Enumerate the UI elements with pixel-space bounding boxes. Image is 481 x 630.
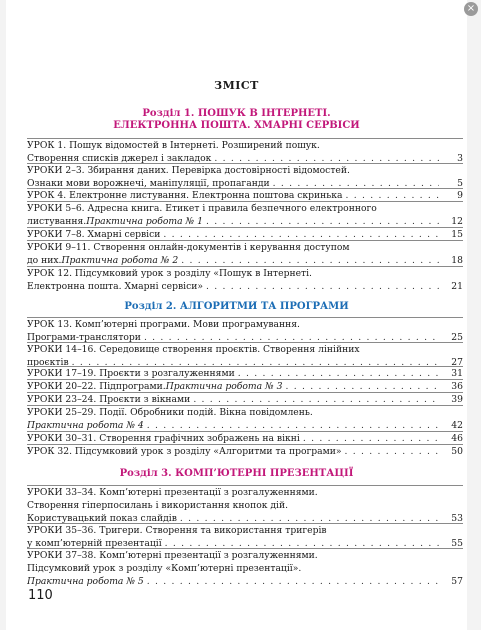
toc-entry[interactable] — [27, 523, 463, 550]
toc-entry-line — [27, 406, 463, 419]
toc-page-number: 15 — [451, 229, 463, 240]
toc-entry-text: УРОКИ 5–6. Адресна книга. Етикет і правила безпечного електронного — [27, 203, 377, 214]
practical-work-label: Практична робота № 2 — [61, 255, 179, 266]
toc-page-number: 39 — [451, 394, 463, 405]
toc-page-number: 25 — [451, 332, 463, 343]
toc-entry-line — [27, 575, 463, 588]
dot-leader — [206, 280, 439, 293]
toc-entry-text: Підсумковий урок з розділу «Комп’ютерні презентації». — [27, 563, 302, 574]
section-2-title — [6, 301, 467, 313]
toc-entry-line — [27, 318, 463, 331]
toc-entry-line — [27, 202, 463, 215]
toc-entry[interactable] — [27, 240, 463, 267]
toc-entry-text: УРОКИ 35–36. Тригери. Створення та використання тригерів — [27, 525, 327, 536]
toc-entry-text: Створення гіперпосилань і використання кнопок дій. — [27, 500, 289, 511]
toc-entry[interactable] — [27, 342, 463, 369]
toc-entry-text: УРОКИ 23–24. Проєкти з вікнами — [27, 394, 191, 405]
toc-entry[interactable] — [27, 405, 463, 432]
toc-entry-line — [27, 549, 463, 562]
toc-entry-text: УРОКИ 20–22. Підпрограми. — [27, 381, 166, 392]
toc-entry-text: Програми-транслятори — [27, 332, 141, 343]
practical-work-label: Практична робота № 4 — [27, 420, 144, 431]
toc-entry-text: УРОКИ 7–8. Хмарні сервіси — [27, 229, 161, 240]
toc-entry-text: УРОКИ 9–11. Створення онлайн-документів і керування доступом — [27, 242, 350, 253]
contents-title: ЗМІСТ — [214, 79, 259, 92]
toc-page-number: 5 — [457, 178, 463, 189]
toc-entry-text: УРОКИ 14–16. Середовище створення проєктів. Створення лінійних — [27, 344, 360, 355]
practical-work-label: Практична робота № 1 — [86, 216, 203, 227]
document-page — [6, 0, 467, 630]
toc-entry-text: Користувацький показ слайдів — [27, 513, 177, 524]
toc-entry-text: УРОКИ 25–29. Події. Обробники подій. Вікна повідомлень. — [27, 407, 313, 418]
dot-leader — [345, 445, 439, 458]
toc-page-number: 46 — [451, 433, 463, 444]
toc-entry[interactable] — [27, 366, 463, 380]
toc-entry-text: Створення списків джерел і закладок — [27, 153, 212, 164]
toc-page-number: 36 — [451, 381, 463, 392]
toc-entry-text: УРОК 12. Підсумковий урок з розділу «Пошук в Інтернеті. — [27, 268, 312, 279]
toc-page-number: 18 — [451, 255, 463, 266]
toc-entry-line — [27, 343, 463, 356]
section-title-line: Розділ 3. КОМП’ЮТЕРНІ ПРЕЗЕНТАЦІЇ — [119, 468, 354, 479]
toc-entry-text: УРОКИ 37–38. Комп’ютерні презентації з розгалуженнями. — [27, 550, 318, 561]
toc-entry-line — [27, 267, 463, 280]
toc-entry-line — [27, 499, 463, 512]
toc-page-number: 42 — [451, 420, 463, 431]
toc-entry[interactable] — [27, 392, 463, 406]
toc-entry[interactable] — [27, 379, 463, 393]
toc-entry[interactable] — [27, 227, 463, 241]
toc-entry-line — [27, 486, 463, 499]
toc-page-number: 53 — [451, 513, 463, 524]
toc-entry-text: УРОК 13. Комп’ютерні програми. Мови програмування. — [27, 319, 300, 330]
toc-page-number: 50 — [451, 446, 463, 457]
toc-page-number: 27 — [451, 357, 463, 368]
dot-leader — [147, 575, 439, 588]
toc-entry-line — [27, 445, 463, 458]
toc-entry[interactable] — [27, 163, 463, 190]
toc-page-number: 57 — [451, 576, 463, 587]
toc-entry-text: листування. — [27, 216, 87, 227]
toc-entry-line — [27, 164, 463, 177]
close-icon[interactable]: × — [464, 2, 478, 16]
toc-entry[interactable] — [27, 485, 463, 525]
toc-page-number: 31 — [451, 368, 463, 379]
page-number: 110 — [28, 588, 53, 603]
toc-entry-text: проєктів — [27, 357, 69, 368]
toc-entry[interactable] — [27, 317, 463, 344]
toc-entry-text: у комп’ютерній презентації — [27, 538, 162, 549]
toc-page-number: 3 — [457, 153, 463, 164]
toc-entry[interactable] — [27, 444, 463, 458]
toc-page-number: 21 — [451, 281, 463, 292]
toc-entry-line — [27, 280, 463, 293]
toc-entry-line — [27, 524, 463, 537]
section-title-line: Розділ 2. АЛГОРИТМИ ТА ПРОГРАМИ — [124, 301, 349, 312]
toc-entry-text: УРОКИ 17–19. Проєкти з розгалуженнями — [27, 368, 235, 379]
toc-entry-line — [27, 241, 463, 254]
toc-entry-line — [27, 562, 463, 575]
toc-entry-text: УРОКИ 2–3. Збирання даних. Перевірка достовірності відомостей. — [27, 165, 350, 176]
toc-entry-text: до них. — [27, 255, 62, 266]
toc-page-number: 12 — [451, 216, 463, 227]
toc-entry[interactable] — [27, 548, 463, 588]
toc-entry[interactable] — [27, 188, 463, 202]
section-1-title — [6, 108, 467, 132]
toc-entry[interactable] — [27, 431, 463, 445]
section-3-title — [6, 468, 467, 480]
section-title-line: Розділ 1. ПОШУК В ІНТЕРНЕТІ. — [142, 108, 331, 119]
toc-entry[interactable] — [27, 138, 463, 165]
toc-entry-text: УРОК 32. Підсумковий урок з розділу «Алгоритми та програми» — [27, 446, 342, 457]
toc-page-number: 55 — [451, 538, 463, 549]
section-title-line: ЕЛЕКТРОННА ПОШТА. ХМАРНІ СЕРВІСИ — [113, 120, 360, 131]
practical-work-label: Практична робота № 5 — [27, 576, 144, 587]
toc-entry-text: УРОКИ 30–31. Створення графічних зображень на вікні — [27, 433, 300, 444]
toc-entry-text: Електронна пошта. Хмарні сервіси» — [27, 281, 203, 292]
toc-entry-text: УРОКИ 33–34. Комп’ютерні презентації з розгалуженнями. — [27, 487, 318, 498]
toc-entry[interactable] — [27, 266, 463, 293]
toc-entry-line — [27, 139, 463, 152]
toc-entry-text: УРОК 1. Пошук відомостей в Інтернеті. Розширений пошук. — [27, 140, 320, 151]
practical-work-label: Практична робота № 3 — [165, 381, 283, 392]
toc-entry-text: УРОК 4. Електронне листування. Електронна поштова скринька — [27, 190, 343, 201]
toc-entry-text: Ознаки мови ворожнечі, маніпуляції, пропаганди — [27, 178, 270, 189]
toc-entry[interactable] — [27, 201, 463, 228]
toc-page-number: 9 — [457, 190, 463, 201]
